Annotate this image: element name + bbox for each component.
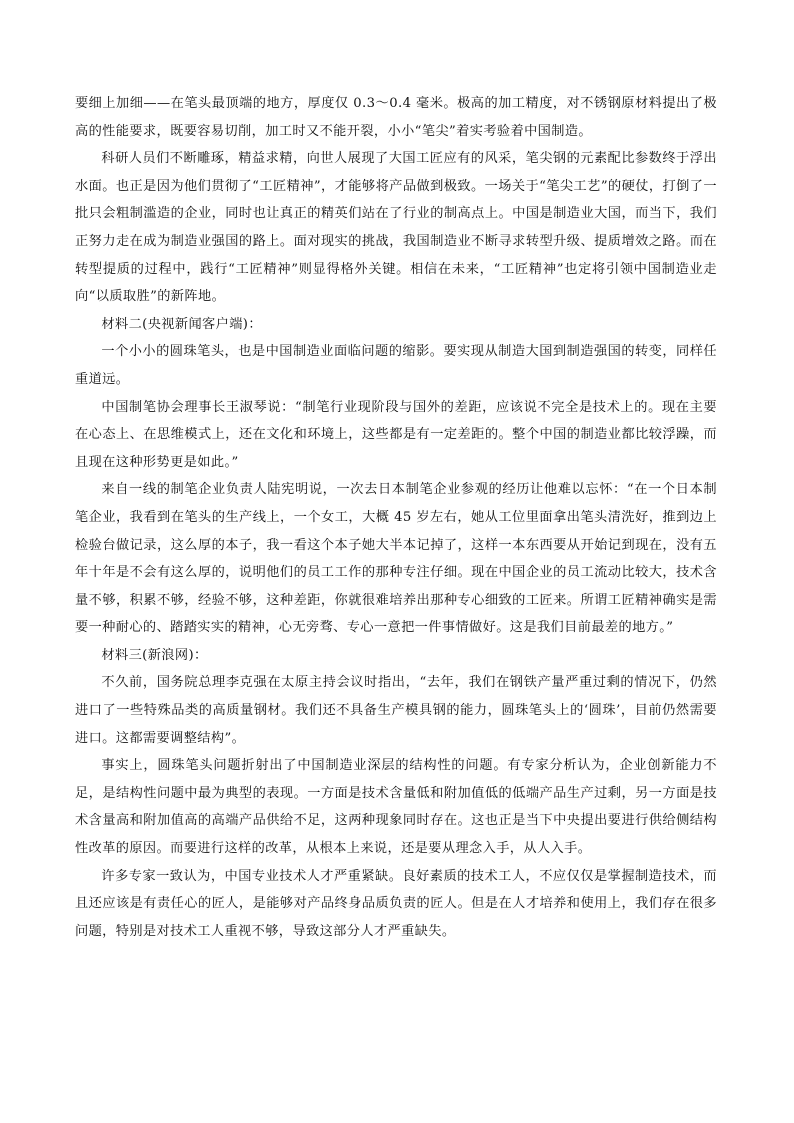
paragraph-ballpoint-tip: 一个小小的圆珠笔头，也是中国制造业面临问题的缩影。要实现从制造大国到制造强国的转变，同样任重道远。 xyxy=(75,344,717,387)
paragraph-continuation: 要细上加细——在笔头最顶端的地方，厚度仅 0.3～0.4 毫米。极高的加工精度，对不锈钢原材料提出了极高的性能要求，既要容易切削，加工时又不能开裂，小小“笔尖”着实考验着中国制造。 xyxy=(75,96,717,139)
paragraph-talent-shortage: 许多专家一致认为，中国专业技术人才严重紧缺。良好素质的技术工人，不应仅仅是掌握制造技术，而且还应该是有责任心的匠人，是能够对产品终身品质负责的匠人。但是在人才培养和使用上，我们存在很多问题，特别是对技术工人重视不够，导致这部分人才严重缺失。 xyxy=(75,868,717,939)
paragraph-structural-problems: 事实上，圆珠笔头问题折射出了中国制造业深层的结构性的问题。有专家分析认为，企业创新能力不足，是结构性问题中最为典型的表现。一方面是技术含量低和附加值低的低端产品生产过剩，另一方面是技术含量高和附加值高的高端产品供给不足，这两种现象同时存在。这也正是当下中央提出要进行供给侧结构性改革的原因。而要进行这样的改革，从根本上来说，还是要从理念入手，从人入手。 xyxy=(75,758,717,857)
section-heading-material-3: 材料三(新浪网)： xyxy=(101,647,208,663)
paragraph-craftsman-spirit: 科研人员们不断雕琢，精益求精，向世人展现了大国工匠应有的风采，笔尖钢的元素配比参数终于浮出水面。也正是因为他们贯彻了“工匠精神”，才能够将产品做到极致。一场关于“笔尖工艺”的硬仗，打倒了一批只会粗制滥造的企业，同时也让真正的精英们站在了行业的制高点上。中国是制造业大国，而当下，我们正努力走在成为制造业强国的路上。面对现实的挑战，我国制造业不断寻求转型升级、提质增效之路。而在转型提质的过程中，践行“工匠精神”则显得格外关键。相信在未来，“工匠精神”也定将引领中国制造业走向“以质取胜”的新阵地。 xyxy=(75,151,717,305)
section-heading-material-2: 材料二(央视新闻客户端)： xyxy=(101,316,262,332)
paragraph-wang-shuqin-quote: 中国制笔协会理事长王淑琴说：“制笔行业现阶段与国外的差距，应该说不完全是技术上的。现在主要在心态上、在思维模式上，还在文化和环境上，这些都是有一定差距的。整个中国的制造业都比较浮躁，而且现在这种形势更是如此。” xyxy=(75,399,717,470)
document-body xyxy=(75,90,717,945)
paragraph-li-keqiang-quote: 不久前，国务院总理李克强在太原主持会议时指出，“去年，我们在钢铁产量严重过剩的情况下，仍然进口了一些特殊品类的高质量钢材。我们还不具备生产模具钢的能力，圆珠笔头上的‘圆珠’，目前仍然需要进口。这都需要调整结构”。 xyxy=(75,675,717,746)
paragraph-lu-xianming-quote: 来自一线的制笔企业负责人陆宪明说，一次去日本制笔企业参观的经历让他难以忘怀：“在一个日本制笔企业，我看到在笔头的生产线上，一个女工，大概 45 岁左右，她从工位里面拿出笔头清洗好，推到边上检验台做记录，这么厚的本子，我一看这个本子她大半本记掉了，这样一本东西要从开始记到现在，没有五年十年是不会有这么厚的，说明他们的员工工作的那种专注仔细。现在中国企业的员工流动比较大，技术含量不够，积累不够，经验不够，这种差距，你就很难培养出那种专心细致的工匠来。所谓工匠精神确实是需要一种耐心的、踏踏实实的精神，心无旁骛、专心一意把一件事情做好。这是我们目前最差的地方。” xyxy=(75,482,717,636)
